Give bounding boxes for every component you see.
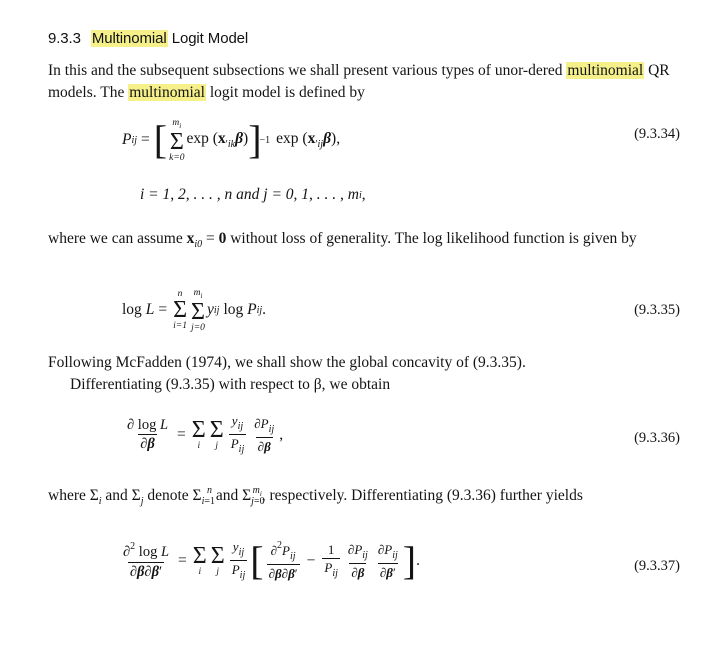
equation-number: (9.3.37) — [634, 558, 680, 574]
equation-9-3-35: log L = n Σ i=1 $m_i$ Σ j=0 y ij log P ij . — [122, 288, 267, 333]
paragraph-intro: In this and the subsequent subsections we shall present various types of unor-dered multinomial QR models. The multinomial logit model is defined by — [48, 62, 670, 101]
highlighted-term: multinomial — [129, 84, 205, 101]
paragraph-second-derivative: where $\Sigma_i$ and $\Sigma_j$ denote $\Sigma_{i=1}^n$ and $\Sigma_{j=0}^{m_i}$, respectively. Differentiating (9.3.36) further yields — [48, 485, 583, 507]
section-title: Logit Model — [167, 30, 249, 47]
equation-9-3-37: $\frac{\partial^2 \log L}{\partial\beta\partial\beta'}$ = Σ i Σ j $\frac{y_{ij}}{P_{ij}}$ [ $\frac{\partial^2P_{ij}}{\partial\beta\partial\beta'}$ − $\frac{1}{P_{ij}}$ $\frac{\partial P_{ij}}{\partial\beta}$ $\frac{\partial P_{ij}}{\partial\beta'}$ ] . — [123, 537, 420, 583]
equation-index-line: i = 1, 2, . . . , n and j = 0, 1, . . . , m i , — [140, 186, 366, 203]
equation-number: (9.3.36) — [634, 430, 680, 446]
section-number: 9.3.3 — [48, 30, 81, 47]
highlighted-term: multinomial — [567, 62, 644, 79]
paragraph-concavity: Following McFadden (1974), we shall show the global concavity of (9.3.35). Differentiating (9.3.35) with respect to β, we obtain — [48, 354, 526, 393]
equation-9-3-34: P ij = [ $m_i$ Σ k=0 $\exp (x_{'ik}\beta)$ ] −1 $\exp (x_{'ij}\beta)$, — [122, 117, 341, 163]
equation-number: (9.3.34) — [634, 126, 680, 142]
equation-9-3-36: $\frac{\text{∂ log L}}{\partial\beta}$ = Σ i Σ j $\frac{y_{ij}}{P_{ij}}$ $\frac{\partial P_{ij}}{\partial\beta}$ , — [127, 413, 284, 455]
section-heading — [48, 30, 248, 47]
equation-number: (9.3.35) — [634, 302, 680, 318]
paragraph-likelihood: where we can assume $x_{i0} = 0$ without loss of generality. The log likelihood function is given by — [48, 230, 637, 250]
highlighted-term: Multinomial — [91, 30, 167, 47]
